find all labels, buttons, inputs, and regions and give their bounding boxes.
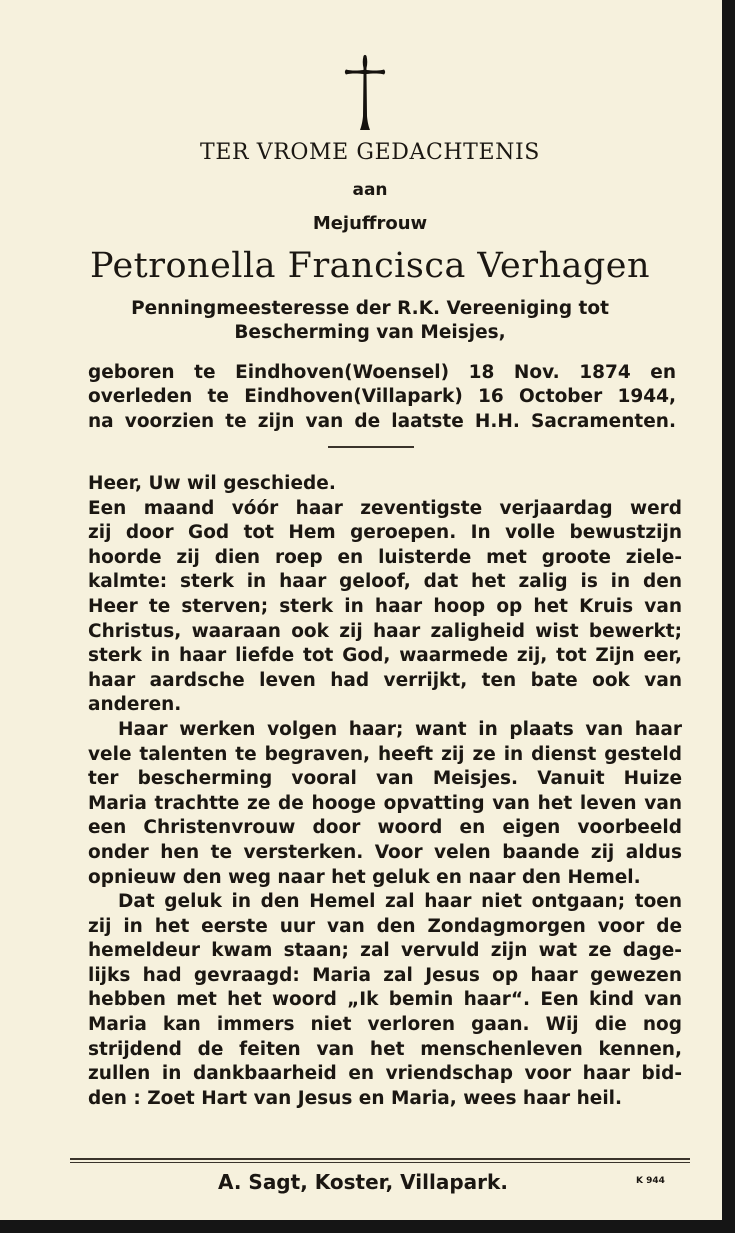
footer-rule-bottom (70, 1162, 690, 1163)
card-code: K 944 (636, 1176, 665, 1186)
body-line: Haar werken volgen haar; want in plaats van haar (118, 718, 682, 740)
title-text: Mejuffrouw (312, 213, 428, 234)
heading: TER VROME GEDACHTENIS (200, 140, 540, 165)
body-line: lijks had gevraagd: Maria zal Jesus op haar gewezen (88, 964, 682, 986)
body-line: strijdend de feiten van het menschenleven kennen, (88, 1038, 682, 1060)
aan-text: aan (352, 180, 388, 200)
body-line: anderen. (88, 694, 182, 716)
body-line: Maria kan immers niet verloren gaan. Wij die nog (88, 1014, 682, 1036)
short-divider (328, 446, 414, 448)
bio-line-1: geboren te Eindhoven(Woensel) 18 Nov. 1874 en (88, 362, 676, 383)
cross-icon (343, 52, 387, 132)
body-line: hoorde zij dien roep en luisterde met groote ziele- (88, 546, 682, 568)
function-line-1: Penningmeesteresse der R.K. Vereeniging tot (131, 298, 609, 319)
body-line: hemeldeur kwam staan; zal vervuld zijn wat ze dage- (88, 940, 682, 962)
body-line: hebben met het woord „Ik bemin haar“. Een kind van (88, 989, 682, 1011)
function-line-2: Bescherming van Meisjes, (234, 322, 506, 343)
body-line: opnieuw den weg naar het geluk en naar den Hemel. (88, 866, 641, 888)
body-line: zullen in dankbaarheid en vriendschap voor haar bid- (88, 1063, 682, 1085)
bio-line-2: overleden te Eindhoven(Villapark) 16 October 1944, (88, 386, 676, 407)
body-line: zij door God tot Hem geroepen. In volle bewustzijn (88, 522, 682, 544)
body-line: den : Zoet Hart van Jesus en Maria, wees haar heil. (88, 1087, 623, 1109)
body-line: kalmte: sterk in haar geloof, dat het zalig is in den (88, 571, 682, 593)
body-line: ter bescherming vooral van Meisjes. Vanuit Huize (88, 768, 682, 790)
bio-line-3: na voorzien te zijn van de laatste H.H. Sacramenten. (88, 411, 676, 432)
body-line: Christus, waaraan ook zij haar zaligheid wist bewerkt; (88, 620, 682, 642)
body-line: vele talenten te begraven, heeft zij ze in dienst gesteld (88, 743, 682, 765)
footer-rule-top (70, 1158, 690, 1160)
body-text (88, 472, 682, 1111)
body-line: Maria trachtte ze de hooge opvatting van het leven van (88, 792, 682, 814)
body-line: Een maand vóór haar zeventigste verjaardag werd (88, 497, 682, 519)
body-line: Heer, Uw wil geschiede. (88, 473, 336, 494)
printer-name: A. Sagt, Koster, Villapark. (218, 1170, 508, 1194)
body-line: zij in het eerste uur van den Zondagmorgen voor de (88, 915, 682, 937)
body-line: een Christenvrouw door woord en eigen voorbeeld (88, 817, 682, 839)
deceased-name: Petronella Francisca Verhagen (89, 246, 651, 286)
body-line: sterk in haar liefde tot God, waarmede zij, tot Zijn eer, (88, 645, 682, 667)
body-line: Dat geluk in den Hemel zal haar niet ontgaan; toen (118, 891, 682, 913)
body-line: Heer te sterven; sterk in haar hoop op het Kruis van (88, 595, 682, 617)
body-line: haar aardsche leven had verrijkt, ten bate ook van (88, 669, 682, 691)
body-line: onder hen te versterken. Voor velen baande zij aldus (88, 841, 682, 863)
